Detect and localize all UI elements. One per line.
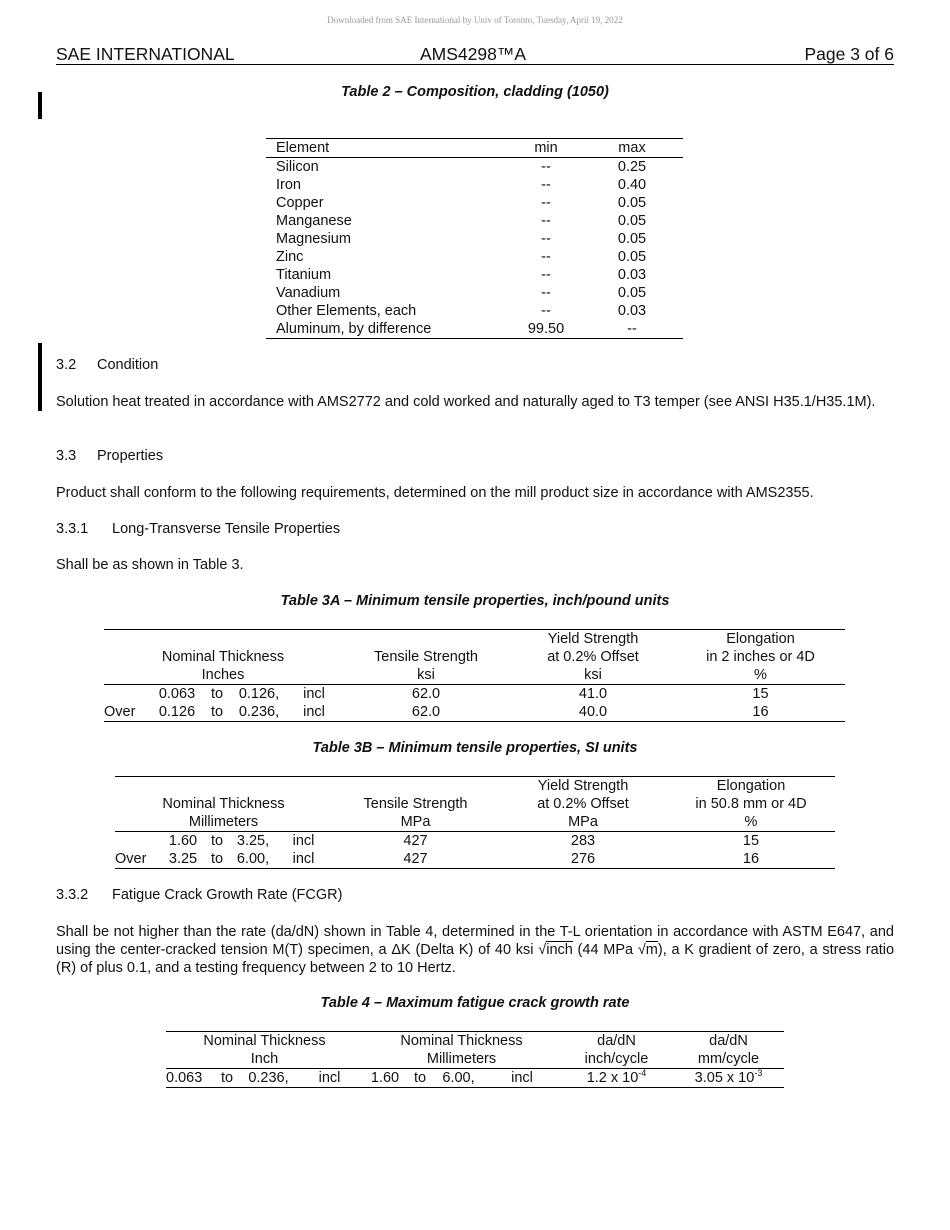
range-to: to <box>210 833 224 849</box>
range-upto: 6.00, <box>236 851 270 867</box>
rate-mm <box>673 1069 784 1088</box>
sqrt-inch: inch <box>546 942 573 958</box>
tensile-value: 427 <box>403 851 428 867</box>
max-value: 0.25 <box>617 159 647 175</box>
table3a-header-row <box>104 630 845 649</box>
elongation-value: 16 <box>752 704 769 720</box>
table3a-header-row <box>104 648 845 666</box>
table-row <box>115 832 835 851</box>
section-3-2-text: Solution heat treated in accordance with AMS2772 and cold worked and naturally aged to T3 temper (see ANSI H35.1/H35.1M). <box>56 394 876 410</box>
table-row <box>266 212 683 230</box>
max-value: 0.05 <box>617 249 647 265</box>
inch-to: to <box>220 1070 234 1086</box>
min-value: -- <box>541 159 551 175</box>
section-3-3-heading <box>56 447 894 465</box>
thickness-inch-header: Nominal Thickness <box>203 1033 326 1049</box>
thickness-inch-unit: Inch <box>250 1051 279 1067</box>
table-row <box>104 685 845 704</box>
tensile-strength-header: Tensile Strength <box>363 796 468 812</box>
section-title: Properties <box>97 448 164 464</box>
thickness-mm-header: Nominal Thickness <box>400 1033 523 1049</box>
range-from: 1.60 <box>168 833 198 849</box>
table2 <box>266 138 683 339</box>
section-title: Long-Transverse Tensile Properties <box>112 521 341 537</box>
fcgr-text-part3: ), a K gradient of zero, a stress ratio (R) of plus 0.1, and a testing frequency between 2 to 10 Hertz. <box>56 942 895 976</box>
elongation-unit: % <box>744 814 758 830</box>
table2-header-element: Element <box>276 140 330 156</box>
min-value: -- <box>541 249 551 265</box>
table3b-header-row <box>115 777 835 796</box>
max-value: 0.05 <box>617 285 647 301</box>
element-name: Copper <box>276 195 324 211</box>
yield-value: 41.0 <box>578 686 608 702</box>
min-value: -- <box>541 213 551 229</box>
table3a <box>104 629 845 722</box>
dadn-mm-header: da/dN <box>709 1033 748 1049</box>
section-3-3-1-heading <box>56 520 894 538</box>
range-prefix: Over <box>104 704 136 720</box>
element-name: Zinc <box>276 249 304 265</box>
thickness-unit: Inches <box>201 667 245 683</box>
table-row <box>266 194 683 212</box>
thickness-header: Nominal Thickness <box>162 796 285 812</box>
section-number: 3.3.1 <box>56 521 89 537</box>
yield-unit: MPa <box>568 814 598 830</box>
section-3-3-1-text: Shall be as shown in Table 3. <box>56 557 244 573</box>
header-page-number: Page 3 of 6 <box>804 44 894 64</box>
header-org: SAE INTERNATIONAL <box>56 44 235 64</box>
tensile-strength-header: Tensile Strength <box>374 649 478 665</box>
tensile-unit: MPa <box>400 814 431 830</box>
section-number: 3.3 <box>56 448 77 464</box>
element-name: Other Elements, each <box>276 303 417 319</box>
section-title: Fatigue Crack Growth Rate (FCGR) <box>112 887 343 903</box>
table3b-caption: Table 3B – Minimum tensile properties, SI units <box>312 740 638 756</box>
yield-value: 276 <box>570 851 596 867</box>
page-header <box>56 44 894 65</box>
table4-units-row <box>166 1050 784 1069</box>
table-row <box>166 1069 784 1088</box>
element-name: Magnesium <box>276 231 351 247</box>
table-row <box>104 703 845 722</box>
mm-to: to <box>413 1070 427 1086</box>
section-title: Condition <box>97 357 159 373</box>
rate-mm-base: 3.05 x 10 <box>694 1070 755 1086</box>
tensile-value: 427 <box>403 833 428 849</box>
inch-incl: incl <box>318 1070 341 1086</box>
thickness-header: Nominal Thickness <box>161 649 285 665</box>
fcgr-text-part1: Shall be not higher than the rate (da/dN) shown in Table 4, determined in the T-L orientation in accordance with ASTM E647, and using the center-cracked tension M(T) specimen, a ΔK (Delta K) of 40 ksi <box>56 924 894 958</box>
element-name: Aluminum, by difference <box>276 321 432 337</box>
range-from: 3.25 <box>168 851 198 867</box>
thickness-mm-unit: Millimeters <box>426 1051 497 1067</box>
min-value: -- <box>541 303 551 319</box>
max-value: 0.03 <box>617 267 647 283</box>
range-to: to <box>210 686 224 702</box>
range-from: 0.063 <box>158 686 196 702</box>
table2-header-row <box>266 139 683 158</box>
max-value: 0.05 <box>617 213 647 229</box>
range-incl: incl <box>292 851 315 867</box>
element-name: Manganese <box>276 213 352 229</box>
yield-offset-header: at 0.2% Offset <box>547 649 639 665</box>
yield-offset-header: at 0.2% Offset <box>537 796 629 812</box>
table3b <box>115 776 835 869</box>
min-value: -- <box>541 231 551 247</box>
rate-inch-base: 1.2 x 10 <box>586 1070 639 1086</box>
elongation-header: Elongation <box>726 631 795 647</box>
yield-value: 283 <box>570 833 596 849</box>
inch-from: 0.063 <box>166 1070 203 1086</box>
sqrt-m: m <box>645 942 658 958</box>
tensile-value: 62.0 <box>411 686 441 702</box>
elongation-value: 15 <box>742 833 760 849</box>
yield-unit: ksi <box>584 667 602 683</box>
table3b-header-row <box>115 795 835 813</box>
mm-from: 1.60 <box>370 1070 400 1086</box>
max-value: 0.40 <box>617 177 647 193</box>
range-incl: incl <box>292 833 315 849</box>
yield-value: 40.0 <box>578 704 608 720</box>
element-name: Titanium <box>276 267 332 283</box>
yield-strength-header: Yield Strength <box>537 778 629 794</box>
table3a-caption: Table 3A – Minimum tensile properties, inch/pound units <box>280 593 670 609</box>
elongation-gauge-header: in 50.8 mm or 4D <box>695 796 807 812</box>
tensile-value: 62.0 <box>411 704 441 720</box>
range-incl: incl <box>303 686 325 702</box>
rate-inch-exponent: -4 <box>638 1068 647 1078</box>
section-3-3-text: Product shall conform to the following requirements, determined on the mill product size in accordance with AMS2355. <box>56 485 814 501</box>
table-row <box>266 302 683 320</box>
table-row <box>266 230 683 248</box>
dadn-mm-unit: mm/cycle <box>697 1051 760 1067</box>
range-upto: 3.25, <box>236 833 270 849</box>
table-row <box>266 158 683 177</box>
dadn-inch-header: da/dN <box>597 1033 636 1049</box>
range-to: to <box>210 704 224 720</box>
table-row <box>115 850 835 869</box>
range-prefix <box>104 685 152 704</box>
range-to: to <box>210 851 224 867</box>
elongation-header: Elongation <box>716 778 786 794</box>
header-doc-number: AMS4298™A <box>420 44 527 64</box>
table3b-units-row <box>115 813 835 832</box>
table-row <box>266 320 683 339</box>
range-incl: incl <box>303 704 325 720</box>
fcgr-text-part2: (44 MPa <box>572 942 638 958</box>
max-value: 0.03 <box>617 303 647 319</box>
elongation-value: 16 <box>742 851 760 867</box>
table4-caption: Table 4 – Maximum fatigue crack growth rate <box>320 995 630 1011</box>
dadn-inch-unit: inch/cycle <box>584 1051 649 1067</box>
section-number: 3.3.2 <box>56 887 89 903</box>
min-value: -- <box>541 195 551 211</box>
max-value: -- <box>627 321 637 337</box>
table-row <box>266 266 683 284</box>
min-value: 99.50 <box>527 321 565 337</box>
element-name: Iron <box>276 177 301 193</box>
range-upto: 0.126, <box>238 686 280 702</box>
element-name: Vanadium <box>276 285 341 301</box>
table3a-units-row <box>104 666 845 685</box>
range-prefix <box>115 832 163 851</box>
range-prefix: Over <box>115 851 147 867</box>
table2-header-max: max <box>618 140 646 156</box>
mm-upto: 6.00, <box>442 1070 475 1086</box>
range-from: 0.126 <box>158 704 196 720</box>
section-number: 3.2 <box>56 357 77 373</box>
table-row <box>266 284 683 302</box>
download-note: Downloaded from SAE International by Univ of Toronto, Tuesday, April 19, 2022 <box>327 15 623 25</box>
min-value: -- <box>541 267 551 283</box>
min-value: -- <box>541 177 551 193</box>
table-row <box>266 176 683 194</box>
table-row <box>266 248 683 266</box>
table4 <box>166 1031 784 1088</box>
elongation-gauge-header: in 2 inches or 4D <box>706 649 815 665</box>
thickness-unit: Millimeters <box>188 814 259 830</box>
table2-header-min: min <box>534 140 558 156</box>
change-bar <box>38 343 42 411</box>
table4-header-row <box>166 1032 784 1051</box>
max-value: 0.05 <box>617 195 647 211</box>
elongation-unit: % <box>754 667 767 683</box>
element-name: Silicon <box>276 159 319 175</box>
mm-incl: incl <box>511 1070 533 1086</box>
min-value: -- <box>541 285 551 301</box>
section-3-3-2-text: Shall be not higher than the rate (da/dN) shown in Table 4, determined in the T-L orientation in accordance with ASTM E647, and using the center-cracked tension M(T) specimen, a ΔK (Delta K) of 40 ksi √inch (44 MPa √m), a K gradient of zero, a stress ratio (R) of plus 0.1, and a testing frequency between 2 to 10 Hertz. <box>56 924 895 976</box>
elongation-value: 15 <box>752 686 769 702</box>
rate-mm-exponent: -3 <box>754 1068 763 1078</box>
tensile-unit: ksi <box>417 667 435 683</box>
inch-upto: 0.236, <box>248 1070 289 1086</box>
section-3-2-heading <box>56 356 894 374</box>
range-upto: 0.236, <box>238 704 280 720</box>
table2-caption: Table 2 – Composition, cladding (1050) <box>341 84 609 100</box>
section-3-3-2-heading <box>56 886 894 904</box>
rate-inch <box>560 1069 673 1088</box>
yield-strength-header: Yield Strength <box>547 631 639 647</box>
max-value: 0.05 <box>617 231 647 247</box>
